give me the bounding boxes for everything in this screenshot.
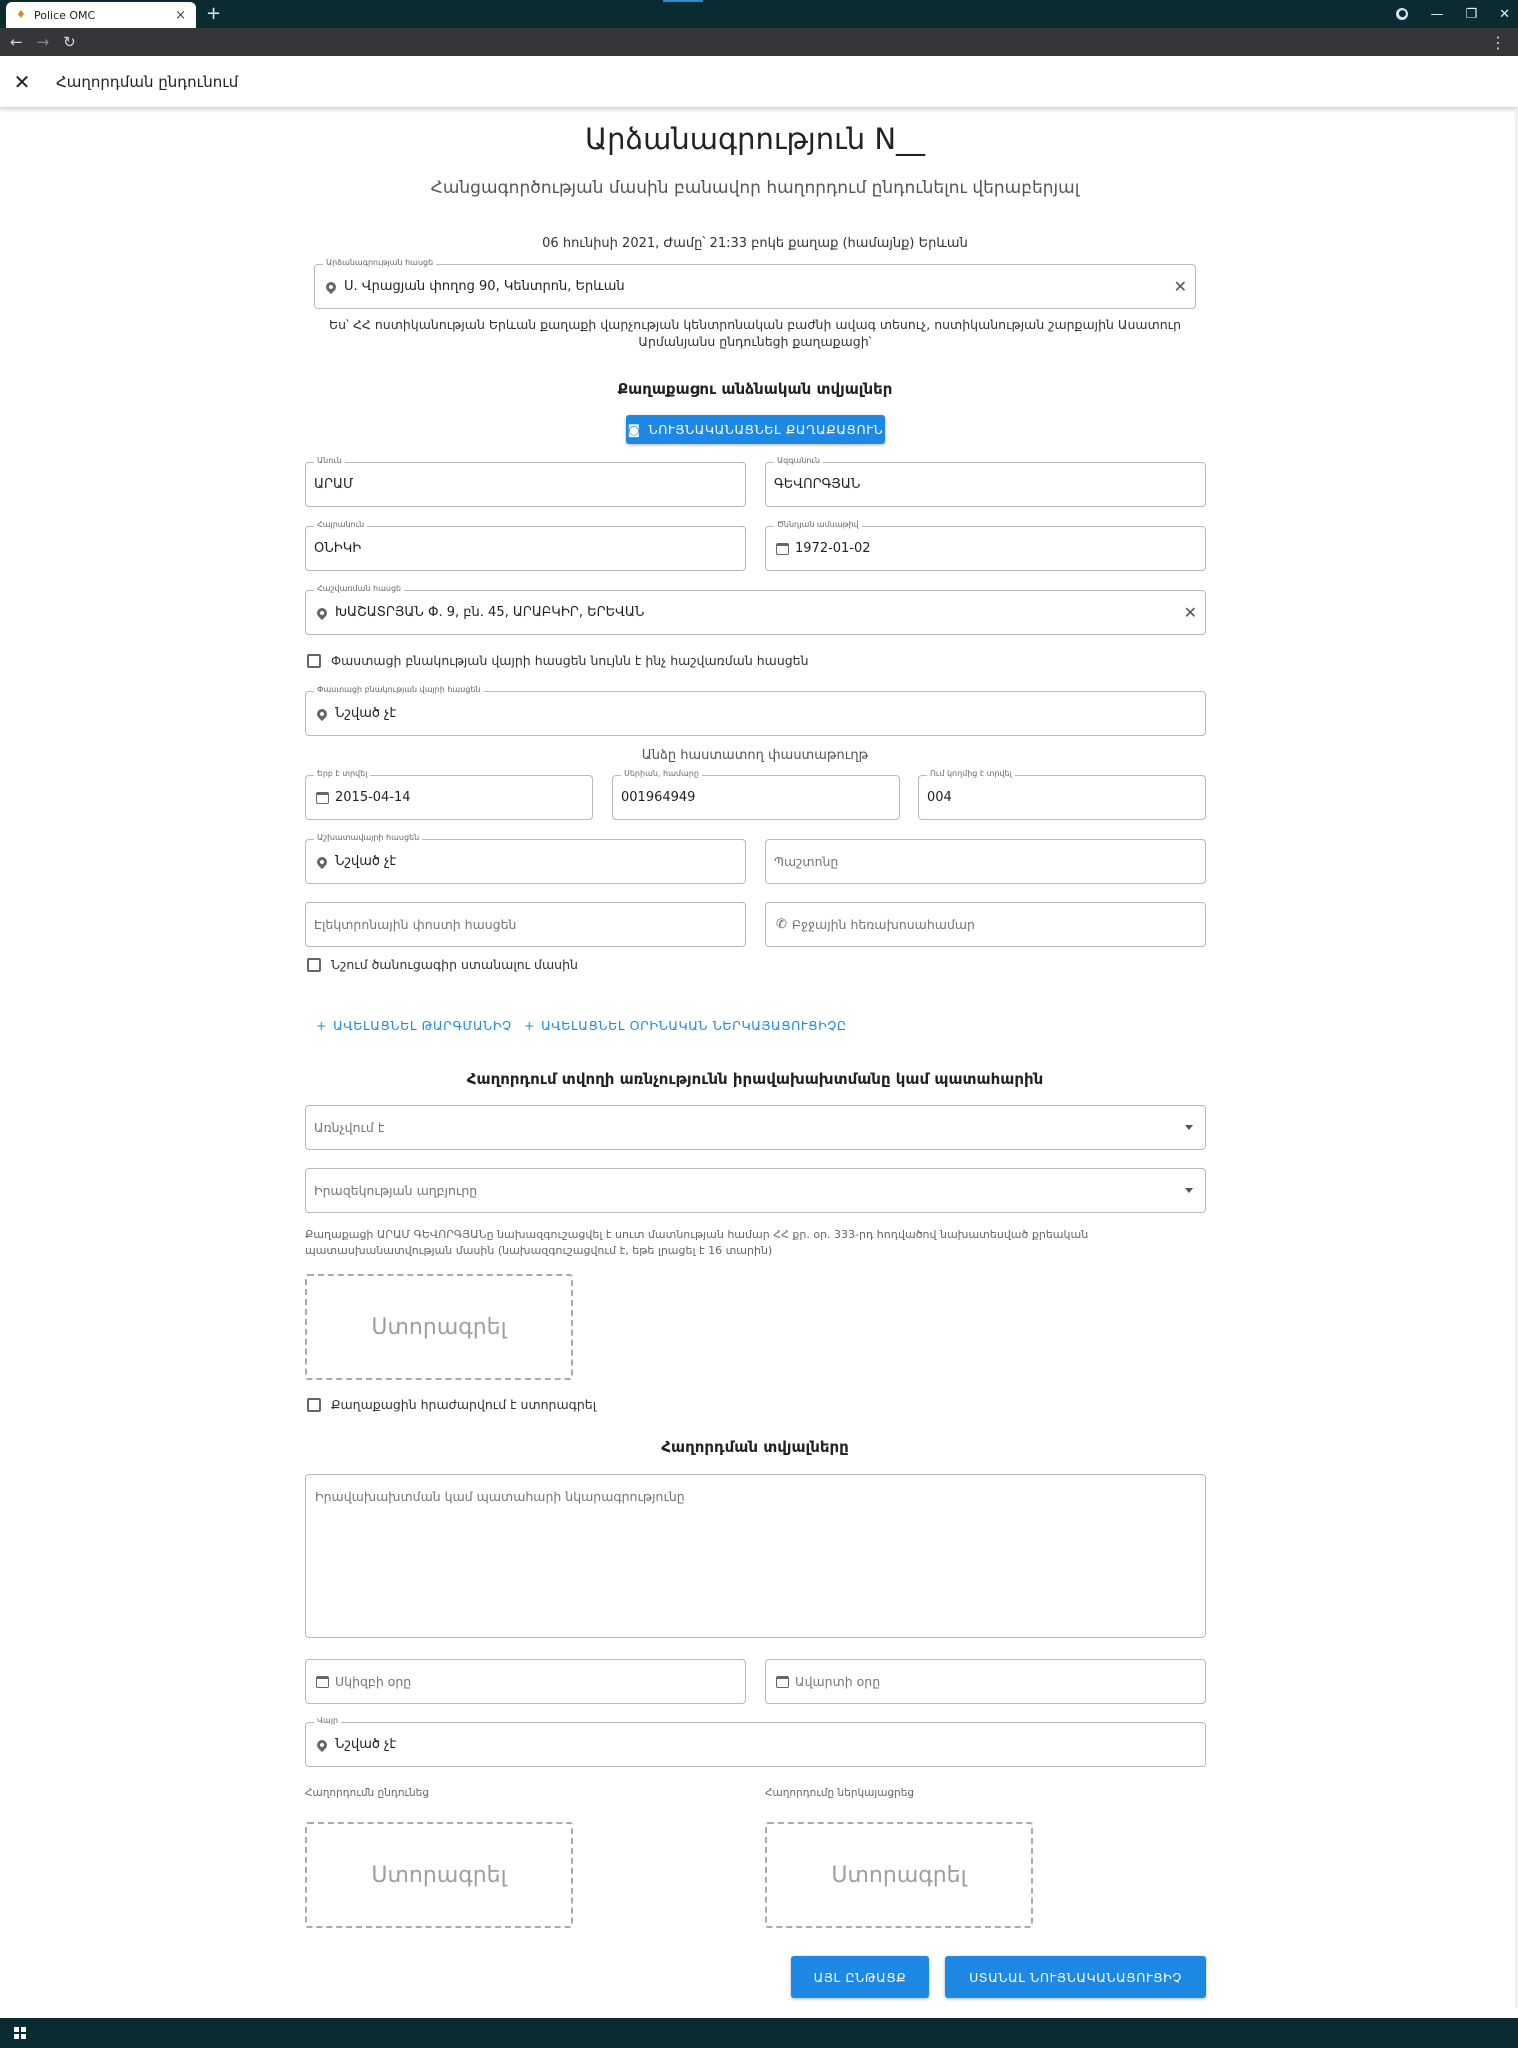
intro-text: Ես՝ ՀՀ ոստիկանության Երևան քաղաքի վարչության կենտրոնական բաժնի ավագ տեսուչ, ոստիկանության շարքային Ասատուր Արմանյանս ընդունեցի քաղաքացի՝: [328, 317, 1182, 349]
refuse-sign-checkbox-row[interactable]: [307, 1397, 596, 1412]
relation-section-title: Հաղորդում տվողի առնչությունն իրավախախտմանը կամ պատահարին: [466, 1070, 1044, 1088]
field-placeholder: Բջջային հեռախոսահամար: [791, 917, 975, 932]
identify-citizen-label: ՆՈՒՅՆԱԿԱՆԱՑՆԵԼ ՔԱՂԱՔԱՑՈՒՆ: [648, 422, 884, 437]
other-action-button[interactable]: ԱՅԼ ԸՆԹԱՑՔ: [791, 1956, 929, 1998]
field-value: 1972-01-02: [795, 541, 871, 556]
field-label: Ում կողմից է տրվել: [927, 769, 1015, 779]
select-placeholder: Իրազեկության աղբյուրը: [314, 1183, 478, 1198]
id-document-title: Անձը հաստատող փաստաթուղթ: [641, 748, 869, 763]
windows-start-icon[interactable]: [14, 2027, 26, 2039]
receiver-sign-box[interactable]: Ստորագրել: [305, 1822, 573, 1928]
app-header: [0, 56, 1518, 108]
field-value: 001964949: [621, 790, 696, 805]
notice-checkbox[interactable]: [307, 958, 321, 972]
camera-icon: ◙: [627, 422, 641, 437]
field-placeholder: Էլեկտրոնային փոստի հասցեն: [314, 917, 517, 932]
awareness-source-select[interactable]: [305, 1168, 1206, 1213]
add-representative-label: ԱՎԵԼԱՑՆԵԼ ՕՐԻՆԱԿԱՆ ՆԵՐԿԱՅԱՑՈՒՑԻՉԸ: [541, 1018, 847, 1033]
place-field[interactable]: [305, 1716, 1206, 1767]
email-field[interactable]: [305, 902, 746, 947]
page-title: Հաղորդման ընդունում: [56, 72, 239, 91]
issue-date-field[interactable]: [305, 769, 593, 820]
report-section-title: Հաղորդման տվյալները: [661, 1438, 849, 1456]
field-value: 004: [927, 790, 952, 805]
close-icon[interactable]: ✕: [13, 69, 31, 94]
location-pin-icon: [315, 1737, 329, 1751]
field-label: Հայրանուն: [314, 520, 367, 530]
plus-icon: +: [524, 1018, 536, 1033]
field-value: ԽԱՇԱՏՐՅԱՆ Փ. 9, բն. 45, ԱՐԱԲԿԻՐ, ԵՐԵՎԱՆ: [335, 605, 645, 620]
reload-icon[interactable]: ↻: [63, 33, 76, 51]
submitted-by-label: Հաղորդումը ներկայացրեց: [765, 1787, 915, 1799]
field-value: ԱՐԱՄ: [314, 477, 354, 492]
field-value: ԳԵՎՈՐԳՅԱՆ: [774, 477, 861, 492]
dropdown-arrow-icon: [1185, 1188, 1193, 1193]
location-pin-icon: [315, 706, 329, 720]
field-label: Երբ է տրվել: [314, 769, 370, 779]
calendar-icon: [316, 792, 329, 804]
checkbox-label: Փաստացի բնակության վայրի հասցեն նույնն է ինչ հաշվառման հասցեն: [331, 653, 809, 668]
field-label: Աշխատավայրի հասցեն: [314, 833, 422, 843]
personal-section-title: Քաղաքացու անձնական տվյալներ: [617, 380, 893, 398]
restore-icon[interactable]: ❐: [1465, 6, 1478, 22]
citizen-sign-box[interactable]: Ստորագրել: [305, 1274, 573, 1380]
add-representative-button[interactable]: [524, 1018, 847, 1033]
field-label: Արձանագրության հասցե: [323, 258, 436, 268]
dropdown-arrow-icon: [1185, 1125, 1193, 1130]
plus-icon: +: [316, 1018, 328, 1033]
description-textarea[interactable]: Իրավախախտման կամ պատահարի նկարագրությունը: [305, 1474, 1206, 1638]
field-value: ՕՆԻԿԻ: [314, 541, 362, 556]
field-value: Ս. Վրացյան փողոց 90, Կենտրոն, Երևան: [344, 279, 625, 294]
first-name-field[interactable]: [305, 456, 746, 507]
location-pin-icon: [315, 854, 329, 868]
new-tab-button[interactable]: +: [206, 3, 222, 24]
tab-title: Police OMC: [34, 8, 96, 22]
get-identifier-button[interactable]: ՍՏԱՆԱԼ ՆՈՒՅՆԱԿԱՆԱՑՈՒՑԻՉ: [945, 1956, 1206, 1998]
calendar-icon: [776, 543, 789, 555]
field-label: Վայր: [314, 1716, 341, 1726]
same-address-checkbox-row[interactable]: [307, 653, 809, 668]
field-label: Սերիան, համարը: [621, 769, 702, 779]
notice-checkbox-row[interactable]: [307, 957, 578, 972]
checkbox-label: Նշում ծանուցագիր ստանալու մասին: [331, 957, 578, 972]
field-placeholder: Սկիզբի օրը: [335, 1674, 412, 1689]
issued-by-field[interactable]: [918, 769, 1206, 820]
phone-field[interactable]: [765, 902, 1206, 947]
location-pin-icon: [315, 605, 329, 619]
field-value: Նշված չէ: [335, 854, 397, 869]
window-close-icon[interactable]: ✕: [1499, 6, 1510, 22]
birth-date-field[interactable]: [765, 520, 1206, 571]
select-placeholder: Առնչվում է: [314, 1120, 385, 1135]
field-label: Անուն: [314, 456, 345, 466]
identify-citizen-button[interactable]: [626, 415, 885, 444]
received-by-label: Հաղորդումն ընդունեց: [305, 1787, 429, 1799]
patronymic-field[interactable]: [305, 520, 746, 571]
field-value: Նշված չէ: [335, 706, 397, 721]
warning-text: Քաղաքացի ԱՐԱՄ ԳԵՎՈՐԳՅԱՆը նախազգուշացվել է սուտ մատնության համար ՀՀ քր. օր. 333-րդ հոդվածով նախատեսված քրեական պատասխանատվության մասին (նախազգուշացվում է, եթե լրացել է 16 տարին): [305, 1228, 1089, 1257]
window-controls: [1396, 0, 1510, 28]
profile-icon[interactable]: ●: [1396, 8, 1408, 20]
clear-icon[interactable]: ✕: [1183, 603, 1197, 622]
checkbox-label: Քաղաքացին հրաժարվում է ստորագրել: [331, 1397, 597, 1412]
add-translator-button[interactable]: [316, 1018, 512, 1033]
document-subtitle: Հանցագործության մասին բանավոր հաղորդում ընդունելու վերաբերյալ: [430, 178, 1080, 198]
tab-accent: [663, 0, 703, 2]
protocol-address-field[interactable]: [314, 258, 1196, 309]
tab-close-icon[interactable]: ×: [175, 7, 186, 23]
field-label: Հաշվառման հասցե: [314, 584, 404, 594]
dateline: 06 հունիսի 2021, Ժամը՝ 21:33 բոկե քաղաք (համայնք) Երևան: [542, 236, 968, 251]
field-placeholder: Պաշտոնը: [774, 854, 839, 869]
clear-icon[interactable]: ✕: [1173, 277, 1187, 296]
back-icon[interactable]: ←: [10, 33, 23, 51]
taskbar: [0, 2018, 1518, 2048]
work-address-field[interactable]: [305, 833, 746, 884]
relation-select[interactable]: [305, 1105, 1206, 1150]
minimize-icon[interactable]: —: [1430, 6, 1444, 22]
browser-navbar: [0, 28, 1518, 56]
start-date-field[interactable]: [305, 1659, 746, 1704]
add-translator-label: ԱՎԵԼԱՑՆԵԼ ԹԱՐԳՄԱՆԻՉ: [333, 1018, 512, 1033]
phone-icon: ✆: [776, 917, 787, 932]
field-value: Նշված չէ: [335, 1737, 397, 1752]
field-value: 2015-04-14: [335, 790, 411, 805]
series-number-field[interactable]: [612, 769, 900, 820]
residence-address-field[interactable]: [305, 685, 1206, 736]
submitter-sign-box[interactable]: Ստորագրել: [765, 1822, 1033, 1928]
police-favicon-icon: ♦: [16, 8, 26, 21]
field-label: Փաստացի բնակության վայրի հասցեն: [314, 685, 484, 695]
field-placeholder: Ավարտի օրը: [795, 1674, 881, 1689]
browser-tabbar: [0, 0, 1518, 28]
document-title: Արձանագրություն N__: [584, 122, 926, 156]
location-pin-icon: [324, 279, 338, 293]
refuse-sign-checkbox[interactable]: [307, 1398, 321, 1412]
position-field[interactable]: [765, 839, 1206, 884]
browser-tab[interactable]: [6, 2, 196, 28]
last-name-field[interactable]: [765, 456, 1206, 507]
field-label: Ծննդյան ամսաթիվ: [774, 520, 862, 530]
calendar-icon: [776, 1676, 789, 1688]
end-date-field[interactable]: [765, 1659, 1206, 1704]
forward-icon[interactable]: →: [36, 33, 50, 51]
field-label: Ազգանուն: [774, 456, 823, 466]
same-address-checkbox[interactable]: [307, 654, 321, 668]
calendar-icon: [316, 1676, 329, 1688]
browser-menu-icon[interactable]: ⋮: [1490, 32, 1506, 52]
registration-address-field[interactable]: [305, 584, 1206, 635]
